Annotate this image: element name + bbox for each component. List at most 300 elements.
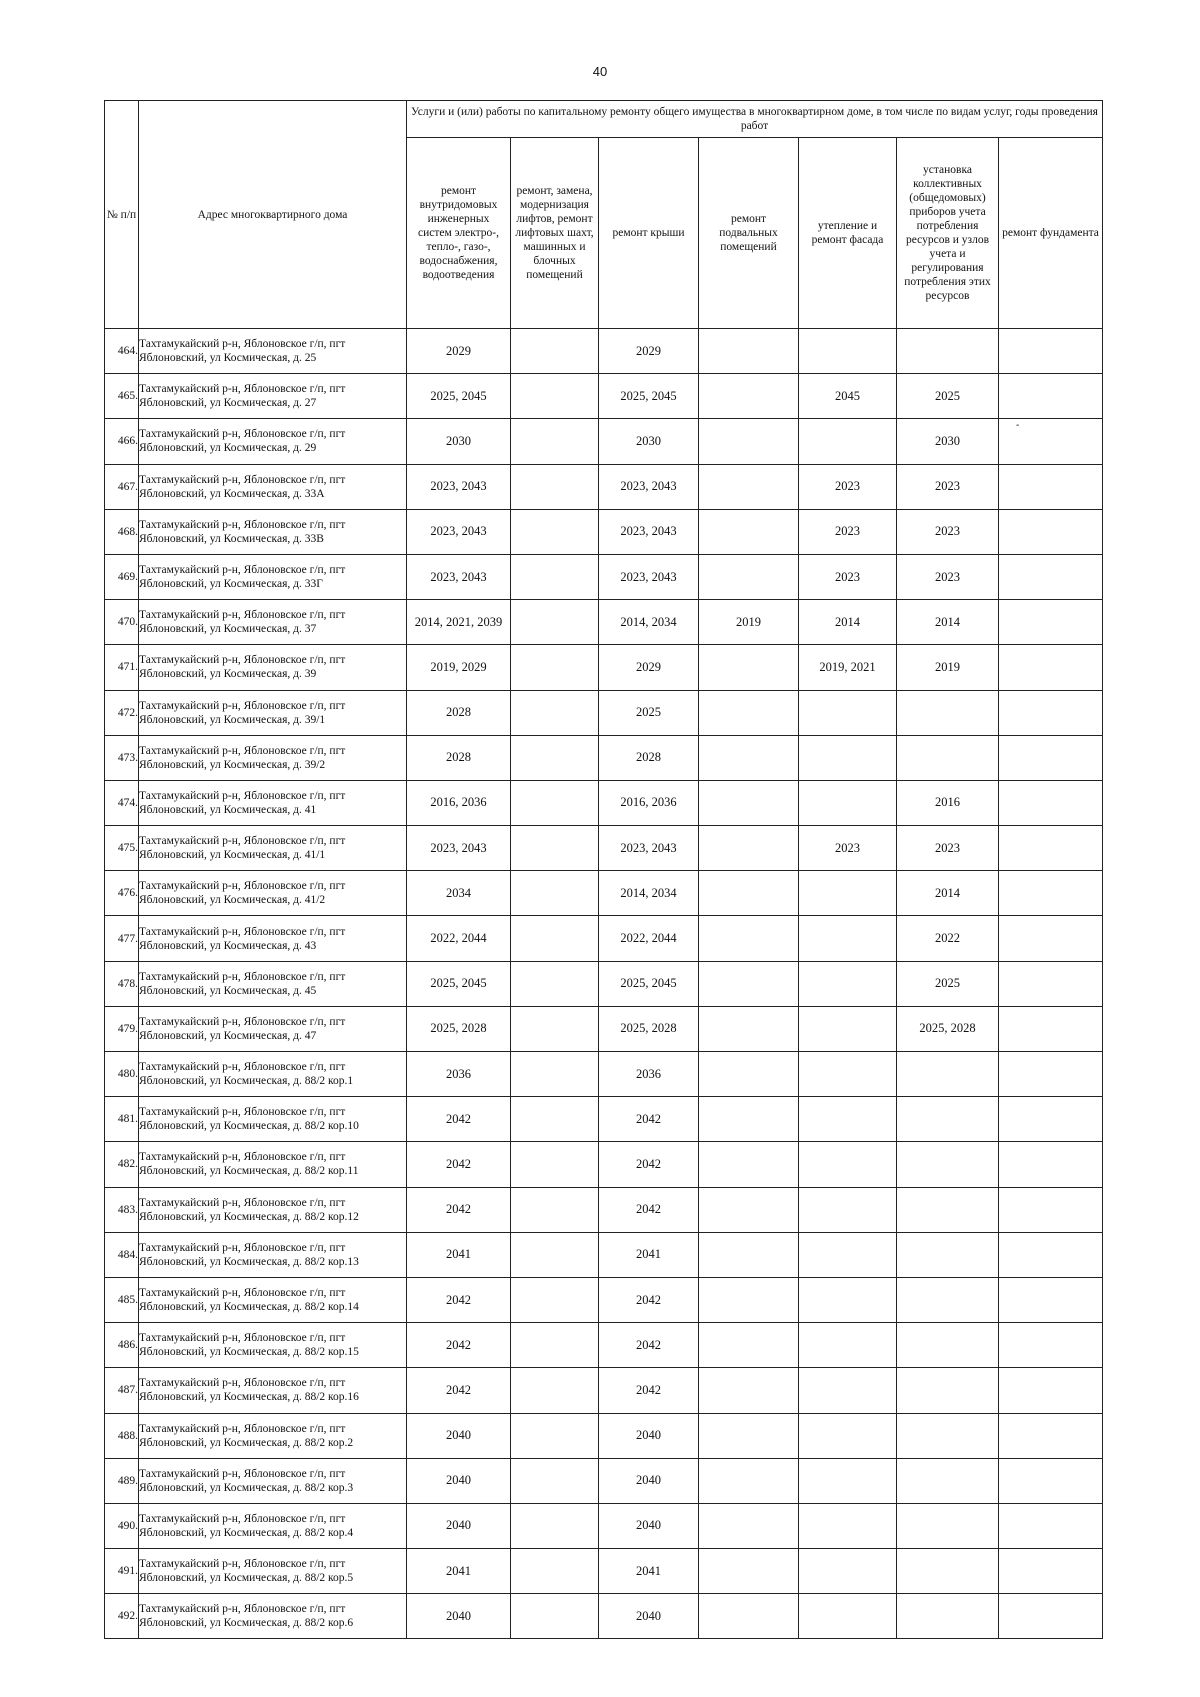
cell-meters: [897, 1277, 999, 1322]
header-col-meters: установка коллективных (общедомовых) приборов учета потребления ресурсов и узлов учета и регулирования потребления этих ресурсов: [897, 138, 999, 329]
capital-repair-table: [104, 100, 1103, 1639]
cell-roof: 2025, 2028: [599, 1006, 699, 1051]
address-line-1: Тахтамукайский р-н, Яблоновское г/п, пгт: [139, 1287, 346, 1300]
address-line-1: Тахтамукайский р-н, Яблоновское г/п, пгт: [139, 970, 346, 983]
cell-elevators: [511, 1368, 599, 1413]
address-line-2: Яблоновский, ул Космическая, д. 88/2 кор.3: [139, 1481, 354, 1494]
cell-engineering: 2041: [407, 1232, 511, 1277]
cell-elevators: [511, 780, 599, 825]
cell-foundation: [999, 1006, 1103, 1051]
cell-facade: 2023: [799, 509, 897, 554]
table-row: [105, 690, 1103, 735]
cell-engineering: 2028: [407, 735, 511, 780]
cell-roof: 2023, 2043: [599, 826, 699, 871]
header-address: Адрес многоквартирного дома: [139, 101, 407, 329]
cell-engineering: 2040: [407, 1503, 511, 1548]
cell-foundation: [999, 554, 1103, 599]
cell-elevators: [511, 329, 599, 374]
cell-foundation: [999, 1413, 1103, 1458]
cell-elevators: [511, 871, 599, 916]
row-number: 465.: [105, 374, 139, 419]
cell-elevators: [511, 645, 599, 690]
address-line-1: Тахтамукайский р-н, Яблоновское г/п, пгт: [139, 699, 346, 712]
cell-engineering: 2040: [407, 1458, 511, 1503]
cell-engineering: 2019, 2029: [407, 645, 511, 690]
cell-basement: [699, 690, 799, 735]
cell-meters: [897, 735, 999, 780]
cell-roof: 2041: [599, 1232, 699, 1277]
cell-basement: [699, 1142, 799, 1187]
cell-elevators: [511, 1187, 599, 1232]
cell-meters: [897, 1052, 999, 1097]
cell-roof: 2028: [599, 735, 699, 780]
cell-facade: 2019, 2021: [799, 645, 897, 690]
row-address: [139, 374, 407, 419]
row-number: 466.: [105, 419, 139, 464]
address-line-2: Яблоновский, ул Космическая, д. 88/2 кор.15: [139, 1346, 359, 1359]
cell-facade: [799, 1097, 897, 1142]
row-number: 490.: [105, 1503, 139, 1548]
cell-roof: 2023, 2043: [599, 554, 699, 599]
table-row: [105, 1232, 1103, 1277]
address-line-1: Тахтамукайский р-н, Яблоновское г/п, пгт: [139, 789, 346, 802]
cell-foundation: [999, 780, 1103, 825]
cell-foundation: [999, 1277, 1103, 1322]
cell-foundation: [999, 374, 1103, 419]
cell-basement: [699, 1503, 799, 1548]
address-line-2: Яблоновский, ул Космическая, д. 43: [139, 939, 317, 952]
cell-engineering: 2022, 2044: [407, 916, 511, 961]
row-number: 474.: [105, 780, 139, 825]
cell-meters: [897, 1187, 999, 1232]
cell-roof: 2014, 2034: [599, 871, 699, 916]
cell-roof: 2036: [599, 1052, 699, 1097]
row-number: 489.: [105, 1458, 139, 1503]
cell-engineering: 2042: [407, 1187, 511, 1232]
cell-basement: [699, 1323, 799, 1368]
row-address: [139, 554, 407, 599]
cell-meters: [897, 1142, 999, 1187]
cell-roof: 2041: [599, 1549, 699, 1594]
table-row: [105, 464, 1103, 509]
cell-engineering: 2042: [407, 1097, 511, 1142]
cell-engineering: 2016, 2036: [407, 780, 511, 825]
cell-elevators: [511, 1052, 599, 1097]
address-line-2: Яблоновский, ул Космическая, д. 88/2 кор.10: [139, 1120, 359, 1133]
table-row: [105, 1277, 1103, 1322]
cell-facade: [799, 1006, 897, 1051]
address-line-2: Яблоновский, ул Космическая, д. 37: [139, 623, 317, 636]
row-address: [139, 780, 407, 825]
row-number: 467.: [105, 464, 139, 509]
row-number: 482.: [105, 1142, 139, 1187]
table-row: [105, 826, 1103, 871]
cell-foundation: [999, 1503, 1103, 1548]
address-line-2: Яблоновский, ул Космическая, д. 27: [139, 397, 317, 410]
address-line-1: Тахтамукайский р-н, Яблоновское г/п, пгт: [139, 1603, 346, 1616]
cell-roof: 2040: [599, 1413, 699, 1458]
cell-foundation: [999, 1323, 1103, 1368]
cell-foundation: [999, 329, 1103, 374]
row-address: [139, 690, 407, 735]
cell-roof: 2042: [599, 1323, 699, 1368]
cell-foundation: [999, 1052, 1103, 1097]
address-line-2: Яблоновский, ул Космическая, д. 88/2 кор.12: [139, 1210, 359, 1223]
cell-elevators: [511, 1232, 599, 1277]
address-line-1: Тахтамукайский р-н, Яблоновское г/п, пгт: [139, 473, 346, 486]
row-number: 464.: [105, 329, 139, 374]
cell-roof: 2040: [599, 1594, 699, 1639]
cell-engineering: 2029: [407, 329, 511, 374]
row-number: 479.: [105, 1006, 139, 1051]
cell-roof: 2023, 2043: [599, 464, 699, 509]
cell-elevators: [511, 1323, 599, 1368]
address-line-1: Тахтамукайский р-н, Яблоновское г/п, пгт: [139, 609, 346, 622]
row-number: 471.: [105, 645, 139, 690]
cell-meters: [897, 329, 999, 374]
cell-engineering: 2040: [407, 1594, 511, 1639]
row-number: 492.: [105, 1594, 139, 1639]
cell-basement: [699, 554, 799, 599]
cell-foundation: [999, 871, 1103, 916]
table-row: [105, 1503, 1103, 1548]
header-col-elevators: ремонт, замена, модернизация лифтов, ремонт лифтовых шахт, машинных и блочных помещений: [511, 138, 599, 329]
cell-roof: 2040: [599, 1458, 699, 1503]
address-line-2: Яблоновский, ул Космическая, д. 39/2: [139, 758, 326, 771]
cell-basement: [699, 1232, 799, 1277]
row-address: [139, 1503, 407, 1548]
cell-engineering: 2025, 2045: [407, 961, 511, 1006]
row-address: [139, 329, 407, 374]
address-line-1: Тахтамукайский р-н, Яблоновское г/п, пгт: [139, 564, 346, 577]
cell-elevators: [511, 690, 599, 735]
row-address: [139, 1006, 407, 1051]
table-row: [105, 374, 1103, 419]
table-row: [105, 1413, 1103, 1458]
cell-facade: [799, 1594, 897, 1639]
cell-roof: 2029: [599, 329, 699, 374]
cell-basement: [699, 1052, 799, 1097]
cell-meters: 2022: [897, 916, 999, 961]
address-line-2: Яблоновский, ул Космическая, д. 25: [139, 352, 317, 365]
cell-meters: [897, 1594, 999, 1639]
cell-engineering: 2041: [407, 1549, 511, 1594]
cell-facade: [799, 1503, 897, 1548]
row-number: 475.: [105, 826, 139, 871]
cell-foundation: [999, 735, 1103, 780]
cell-engineering: 2023, 2043: [407, 509, 511, 554]
cell-basement: [699, 1458, 799, 1503]
cell-meters: 2023: [897, 509, 999, 554]
row-number: 473.: [105, 735, 139, 780]
cell-foundation: [999, 961, 1103, 1006]
cell-basement: [699, 1413, 799, 1458]
table-row: [105, 871, 1103, 916]
address-line-2: Яблоновский, ул Космическая, д. 88/2 кор.1: [139, 1075, 354, 1088]
cell-facade: [799, 1277, 897, 1322]
cell-engineering: 2034: [407, 871, 511, 916]
cell-elevators: [511, 1458, 599, 1503]
row-number: 468.: [105, 509, 139, 554]
header-col-foundation: ремонт фундамента: [999, 138, 1103, 329]
cell-meters: 2014: [897, 600, 999, 645]
cell-engineering: 2042: [407, 1323, 511, 1368]
table-row: [105, 1187, 1103, 1232]
row-number: 481.: [105, 1097, 139, 1142]
cell-engineering: 2042: [407, 1277, 511, 1322]
row-address: [139, 1458, 407, 1503]
address-line-1: Тахтамукайский р-н, Яблоновское г/п, пгт: [139, 1422, 346, 1435]
cell-elevators: [511, 1097, 599, 1142]
cell-engineering: 2036: [407, 1052, 511, 1097]
address-line-2: Яблоновский, ул Космическая, д. 88/2 кор.16: [139, 1391, 359, 1404]
cell-elevators: [511, 1413, 599, 1458]
cell-elevators: [511, 509, 599, 554]
cell-elevators: [511, 1594, 599, 1639]
cell-elevators: [511, 1142, 599, 1187]
row-address: [139, 916, 407, 961]
cell-elevators: [511, 735, 599, 780]
row-address: [139, 419, 407, 464]
row-address: [139, 509, 407, 554]
cell-facade: [799, 419, 897, 464]
cell-roof: 2030: [599, 419, 699, 464]
address-line-1: Тахтамукайский р-н, Яблоновское г/п, пгт: [139, 744, 346, 757]
table-row: [105, 961, 1103, 1006]
cell-engineering: 2025, 2045: [407, 374, 511, 419]
cell-elevators: [511, 554, 599, 599]
cell-elevators: [511, 1549, 599, 1594]
cell-roof: 2042: [599, 1097, 699, 1142]
cell-meters: [897, 1503, 999, 1548]
cell-facade: [799, 1052, 897, 1097]
row-address: [139, 1187, 407, 1232]
table-row: [105, 735, 1103, 780]
cell-foundation: [999, 464, 1103, 509]
cell-engineering: 2025, 2028: [407, 1006, 511, 1051]
row-address: [139, 1368, 407, 1413]
table-row: [105, 1368, 1103, 1413]
address-line-1: Тахтамукайский р-н, Яблоновское г/п, пгт: [139, 835, 346, 848]
cell-elevators: [511, 464, 599, 509]
cell-facade: 2023: [799, 554, 897, 599]
address-line-1: Тахтамукайский р-н, Яблоновское г/п, пгт: [139, 654, 346, 667]
cell-roof: 2022, 2044: [599, 916, 699, 961]
address-line-2: Яблоновский, ул Космическая, д. 47: [139, 1029, 317, 1042]
table-row: [105, 1142, 1103, 1187]
row-number: 472.: [105, 690, 139, 735]
cell-meters: [897, 1413, 999, 1458]
address-line-1: Тахтамукайский р-н, Яблоновское г/п, пгт: [139, 1015, 346, 1028]
row-address: [139, 1323, 407, 1368]
address-line-1: Тахтамукайский р-н, Яблоновское г/п, пгт: [139, 428, 346, 441]
table-row: [105, 1594, 1103, 1639]
cell-facade: [799, 961, 897, 1006]
row-number: 476.: [105, 871, 139, 916]
table-row: [105, 1097, 1103, 1142]
cell-meters: 2025: [897, 374, 999, 419]
address-line-2: Яблоновский, ул Космическая, д. 29: [139, 442, 317, 455]
address-line-2: Яблоновский, ул Космическая, д. 33Г: [139, 578, 323, 591]
address-line-2: Яблоновский, ул Космическая, д. 88/2 кор.13: [139, 1255, 359, 1268]
cell-roof: 2025, 2045: [599, 961, 699, 1006]
cell-meters: [897, 1097, 999, 1142]
cell-elevators: [511, 600, 599, 645]
cell-basement: [699, 1187, 799, 1232]
cell-basement: [699, 509, 799, 554]
address-line-2: Яблоновский, ул Космическая, д. 88/2 кор.11: [139, 1165, 359, 1178]
cell-roof: 2014, 2034: [599, 600, 699, 645]
cell-facade: [799, 1323, 897, 1368]
header-col-facade: утепление и ремонт фасада: [799, 138, 897, 329]
cell-engineering: 2023, 2043: [407, 826, 511, 871]
cell-meters: [897, 1232, 999, 1277]
cell-elevators: [511, 374, 599, 419]
cell-meters: 2014: [897, 871, 999, 916]
row-address: [139, 645, 407, 690]
cell-elevators: [511, 1503, 599, 1548]
cell-meters: 2019: [897, 645, 999, 690]
row-address: [139, 826, 407, 871]
row-number: 469.: [105, 554, 139, 599]
address-line-1: Тахтамукайский р-н, Яблоновское г/п, пгт: [139, 1467, 346, 1480]
cell-foundation: [999, 1549, 1103, 1594]
table-row: [105, 554, 1103, 599]
address-line-1: Тахтамукайский р-н, Яблоновское г/п, пгт: [139, 1558, 346, 1571]
cell-meters: 2025, 2028: [897, 1006, 999, 1051]
address-line-2: Яблоновский, ул Космическая, д. 33В: [139, 532, 324, 545]
address-line-2: Яблоновский, ул Космическая, д. 41: [139, 803, 317, 816]
cell-basement: [699, 1097, 799, 1142]
cell-elevators: [511, 1277, 599, 1322]
address-line-1: Тахтамукайский р-н, Яблоновское г/п, пгт: [139, 1241, 346, 1254]
cell-foundation: [999, 1458, 1103, 1503]
cell-roof: 2029: [599, 645, 699, 690]
cell-facade: 2014: [799, 600, 897, 645]
address-line-2: Яблоновский, ул Космическая, д. 88/2 кор.5: [139, 1572, 354, 1585]
cell-basement: [699, 419, 799, 464]
address-line-2: Яблоновский, ул Космическая, д. 41/1: [139, 849, 326, 862]
header-col-basement: ремонт подвальных помещений: [699, 138, 799, 329]
cell-facade: [799, 780, 897, 825]
row-address: [139, 1277, 407, 1322]
stray-mark: -: [1016, 420, 1020, 431]
row-number: 488.: [105, 1413, 139, 1458]
cell-roof: 2025: [599, 690, 699, 735]
row-address: [139, 1232, 407, 1277]
cell-basement: [699, 871, 799, 916]
address-line-2: Яблоновский, ул Космическая, д. 39/1: [139, 713, 326, 726]
cell-facade: [799, 735, 897, 780]
cell-meters: [897, 1549, 999, 1594]
row-number: 470.: [105, 600, 139, 645]
address-line-1: Тахтамукайский р-н, Яблоновское г/п, пгт: [139, 1151, 346, 1164]
cell-meters: [897, 1368, 999, 1413]
row-address: [139, 871, 407, 916]
cell-foundation: [999, 509, 1103, 554]
cell-meters: 2023: [897, 554, 999, 599]
cell-basement: [699, 645, 799, 690]
cell-foundation: [999, 1187, 1103, 1232]
cell-meters: 2023: [897, 464, 999, 509]
address-line-1: Тахтамукайский р-н, Яблоновское г/п, пгт: [139, 383, 346, 396]
address-line-1: Тахтамукайский р-н, Яблоновское г/п, пгт: [139, 518, 346, 531]
cell-elevators: [511, 419, 599, 464]
table-row: [105, 780, 1103, 825]
cell-facade: 2023: [799, 464, 897, 509]
cell-foundation: [999, 645, 1103, 690]
cell-facade: [799, 690, 897, 735]
cell-foundation: [999, 690, 1103, 735]
cell-meters: [897, 1458, 999, 1503]
cell-roof: 2042: [599, 1368, 699, 1413]
cell-roof: 2042: [599, 1277, 699, 1322]
cell-basement: [699, 780, 799, 825]
header-num: № п/п: [105, 101, 139, 329]
cell-facade: [799, 1368, 897, 1413]
cell-foundation: [999, 1142, 1103, 1187]
cell-facade: [799, 871, 897, 916]
address-line-1: Тахтамукайский р-н, Яблоновское г/п, пгт: [139, 1377, 346, 1390]
cell-foundation: [999, 1368, 1103, 1413]
header-col-roof: ремонт крыши: [599, 138, 699, 329]
cell-engineering: 2030: [407, 419, 511, 464]
cell-engineering: 2014, 2021, 2039: [407, 600, 511, 645]
cell-basement: [699, 1006, 799, 1051]
cell-foundation: [999, 826, 1103, 871]
cell-basement: 2019: [699, 600, 799, 645]
row-number: 487.: [105, 1368, 139, 1413]
row-number: 478.: [105, 961, 139, 1006]
row-address: [139, 1097, 407, 1142]
cell-facade: [799, 1232, 897, 1277]
table-row: [105, 916, 1103, 961]
cell-facade: [799, 1142, 897, 1187]
cell-basement: [699, 826, 799, 871]
row-address: [139, 464, 407, 509]
cell-facade: [799, 1549, 897, 1594]
table-row: [105, 509, 1103, 554]
cell-engineering: 2042: [407, 1142, 511, 1187]
cell-basement: [699, 329, 799, 374]
cell-basement: [699, 1368, 799, 1413]
cell-roof: 2042: [599, 1142, 699, 1187]
row-address: [139, 600, 407, 645]
page-number: 40: [592, 64, 608, 79]
address-line-2: Яблоновский, ул Космическая, д. 88/2 кор.14: [139, 1301, 359, 1314]
row-number: 477.: [105, 916, 139, 961]
row-number: 491.: [105, 1549, 139, 1594]
row-number: 485.: [105, 1277, 139, 1322]
row-address: [139, 961, 407, 1006]
table-row: [105, 1549, 1103, 1594]
row-address: [139, 1413, 407, 1458]
table-row: [105, 1323, 1103, 1368]
cell-facade: 2023: [799, 826, 897, 871]
address-line-1: Тахтамукайский р-н, Яблоновское г/п, пгт: [139, 1512, 346, 1525]
cell-basement: [699, 961, 799, 1006]
table-row: [105, 1052, 1103, 1097]
table-row: [105, 645, 1103, 690]
cell-meters: 2023: [897, 826, 999, 871]
row-number: 484.: [105, 1232, 139, 1277]
cell-meters: [897, 1323, 999, 1368]
cell-facade: [799, 1413, 897, 1458]
address-line-1: Тахтамукайский р-н, Яблоновское г/п, пгт: [139, 1061, 346, 1074]
address-line-1: Тахтамукайский р-н, Яблоновское г/п, пгт: [139, 1332, 346, 1345]
cell-engineering: 2023, 2043: [407, 554, 511, 599]
row-number: 486.: [105, 1323, 139, 1368]
